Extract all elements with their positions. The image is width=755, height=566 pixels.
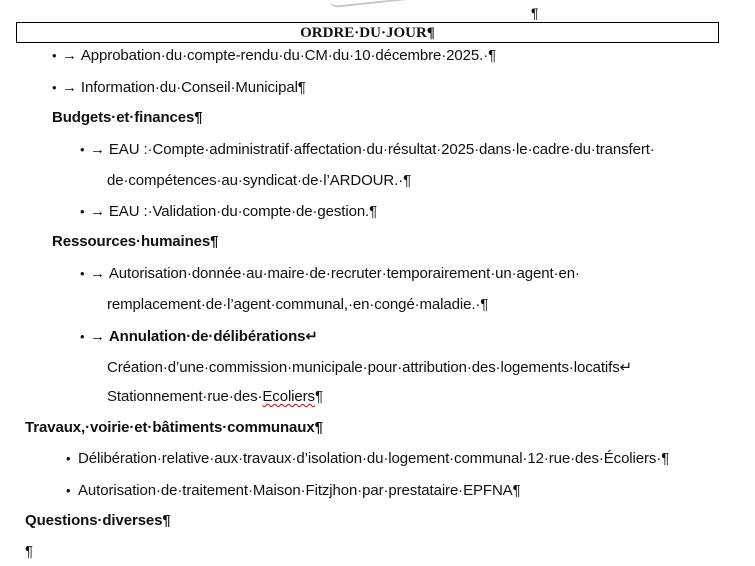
item-continuation[interactable]: de·compétences·au·syndicat·de·l’ARDOUR.·¶	[107, 172, 412, 189]
agenda-item[interactable]	[52, 47, 496, 64]
agenda-item[interactable]	[80, 265, 580, 282]
decorative-stroke	[330, 0, 410, 8]
bullet-icon: •	[52, 80, 57, 95]
agenda-item[interactable]	[66, 482, 521, 499]
arrow-icon: →	[90, 203, 105, 220]
arrow-icon: →	[90, 328, 105, 345]
section-heading-rh[interactable]: Ressources·humaines¶	[52, 233, 219, 250]
item-text: Autorisation·donnée·au·maire·de·recruter·temporairement·un·agent·en·	[108, 265, 580, 282]
bullet-icon: •	[80, 204, 85, 219]
item-text: Approbation·du·compte-rendu·du·CM·du·10·décembre·2025.·¶	[80, 47, 497, 64]
spellcheck-word: Ecoliers	[262, 388, 315, 405]
section-heading-budgets[interactable]: Budgets·et·finances¶	[52, 109, 203, 126]
bullet-icon: •	[52, 48, 57, 63]
item-continuation[interactable]	[107, 388, 323, 405]
bullet-icon: •	[80, 266, 85, 281]
item-continuation[interactable]: remplacement·de·l’agent·communal,·en·congé·maladie.·¶	[107, 296, 489, 313]
item-text: Information·du·Conseil·Municipal¶	[80, 79, 306, 96]
agenda-item[interactable]	[52, 79, 306, 96]
bullet-icon: •	[66, 451, 71, 466]
item-text: Délibération·relative·aux·travaux·d’isolation·du·logement·communal·12·rue·des·Écoliers·¶	[78, 450, 670, 467]
arrow-icon: →	[62, 47, 77, 64]
agenda-item[interactable]	[80, 327, 318, 345]
item-text: Stationnement·rue·des·	[107, 388, 263, 405]
bullet-icon: •	[66, 483, 71, 498]
bullet-icon: •	[80, 329, 85, 344]
item-continuation[interactable]: Création·d’une·commission·municipale·pour·attribution·des·logements·locatifs↵	[107, 359, 633, 376]
arrow-icon: →	[90, 141, 105, 158]
agenda-item[interactable]	[80, 141, 655, 158]
bullet-icon: •	[80, 142, 85, 157]
item-text: EAU :·Compte·administratif·affectation·du·résultat·2025·dans·le·cadre·du·transfert·	[108, 141, 655, 158]
arrow-icon: →	[90, 265, 105, 282]
arrow-icon: →	[62, 79, 77, 96]
item-text: ¶	[314, 388, 323, 405]
section-heading-questions[interactable]: Questions·diverses¶	[25, 512, 171, 529]
item-text: Annulation·de·délibérations↵	[108, 328, 318, 345]
item-text: Autorisation·de·traitement·Maison·Fitzjhon·par·prestataire·EPFNA¶	[78, 482, 521, 499]
empty-paragraph-mark[interactable]: ¶	[25, 543, 33, 560]
item-text: EAU :·Validation·du·compte·de·gestion.¶	[108, 203, 378, 220]
agenda-item[interactable]	[80, 203, 377, 220]
agenda-item[interactable]	[66, 450, 669, 467]
agenda-title[interactable]: ORDRE·DU·JOUR¶	[16, 22, 719, 43]
pilcrow-mark: ¶	[531, 5, 539, 21]
section-heading-travaux[interactable]: Travaux,·voirie·et·bâtiments·communaux¶	[25, 419, 323, 436]
